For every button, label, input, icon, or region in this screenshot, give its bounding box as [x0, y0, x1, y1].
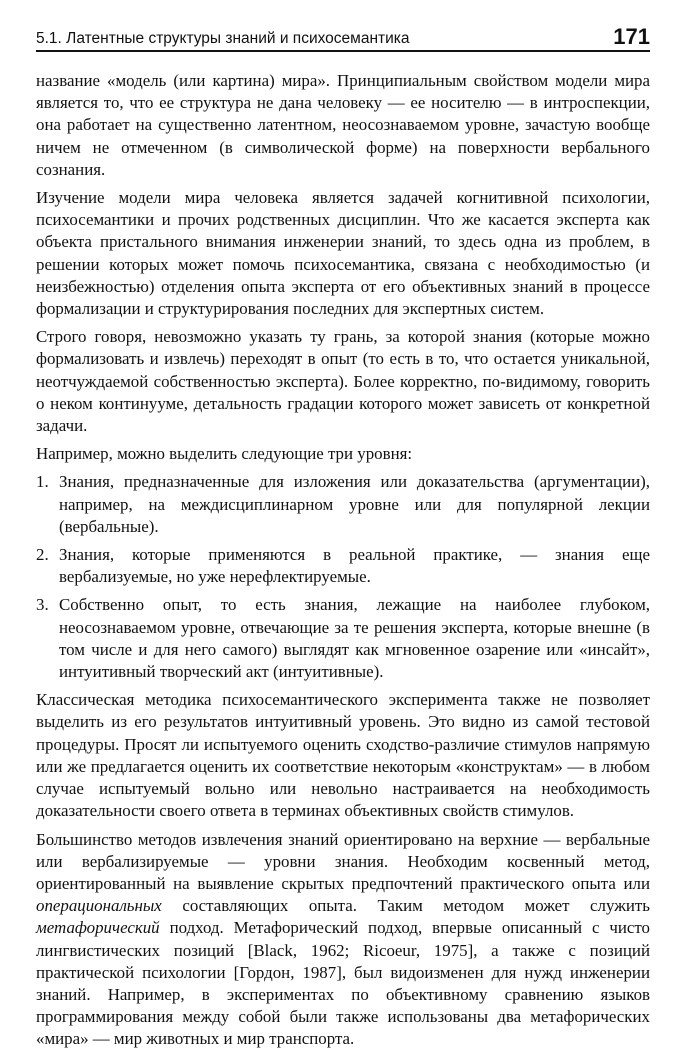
paragraph-3: Строго говоря, невозможно указать ту грань, за которой знания (которые можно формализовать и извлечь) переходят в опыт (то есть в то, что остается уникальной, неотчуждаемой собственностью эксперта). Более корректно, по-видимому, говорить о неком континууме, детальность градации которого может зависеть от конкретной задачи.: [36, 327, 650, 436]
running-header: [36, 22, 650, 52]
list-item-text: Знания, которые применяются в реальной практике, — знания еще вербализуемые, но уже нерефлектируемые.: [59, 545, 650, 587]
list-item-number: 1.: [36, 472, 49, 492]
paragraph-2: Изучение модели мира человека является задачей когнитивной психологии, психосемантики и прочих родственных дисциплин. Что же касается эксперта как объекта пристального внимания инженерии знаний, то здесь одна из проблем, в решении которых может помочь психосемантика, связана с необходимостью (и неизбежностью) отделения опыта эксперта от его объективных знаний в процессе формализации и структурирования последних для экспертных систем.: [36, 188, 650, 319]
paragraph-6-part-b: составляющих опыта. Таким методом может служить: [161, 896, 650, 916]
paragraph-1: название «модель (или картина) мира». Принципиальным свойством модели мира является то, что ее структура не дана человеку — ее носителю — в интроспекции, она работает на существенно латентном, неосознаваемом уровне, зачастую вообще ничем не отмеченном (в символической форме) на поверхности вербального сознания.: [36, 71, 650, 179]
levels-list: [36, 471, 650, 683]
list-item-text: Собственно опыт, то есть знания, лежащие на наиболее глубоком, неосознаваемом уровне, отвечающие за те решения эксперта, которые внешне (в том числе и для него самого) выглядят как мгновенное озарение или «инсайт», интуитивный творческий акт (интуитивные).: [59, 595, 650, 682]
page-number: 171: [613, 24, 650, 49]
body-text: [36, 70, 650, 1051]
paragraph-6: [36, 829, 650, 1051]
emphasis-metaphorical: метафорический: [36, 918, 160, 938]
emphasis-operational: операциональных: [36, 896, 162, 916]
list-item-text: Знания, предназначенные для изложения или доказательства (аргументации), например, на междисциплинарном уровне или для популярной лекции (вербальные).: [59, 472, 650, 536]
list-item: [36, 594, 650, 683]
book-page: [36, 22, 650, 1057]
list-item-number: 3.: [36, 595, 49, 615]
list-item: [36, 471, 650, 538]
list-item-number: 2.: [36, 545, 49, 565]
paragraph-6-part-a: Большинство методов извлечения знаний ориентировано на верхние — вербальные или вербализируемые — уровни знания. Необходим косвенный метод, ориентированный на выявление скрытых предпочтений практического опыта или: [36, 829, 650, 893]
paragraph-4: Например, можно выделить следующие три уровня:: [36, 444, 413, 464]
list-item: [36, 544, 650, 588]
section-title: 5.1. Латентные структуры знаний и психосемантика: [36, 30, 410, 47]
paragraph-6-part-c: подход. Метафорический подход, впервые описанный с чисто лингвистических позиций [Black, 1962; Ricoeur, 1975], а также с позиций практической психологии [Гордон, 1987], был видоизменен для нужд инженерии знаний. Например, в экспериментах по объективному сравнению языков программирования между собой были также использованы два метафорических «мира» — мир животных и мир транспорта.: [36, 918, 650, 1049]
paragraph-5: Классическая методика психосемантического эксперимента также не позволяет выделить из его результатов интуитивный уровень. Это видно из самой тестовой процедуры. Просят ли испытуемого оценить сходство-различие стимулов напрямую или же предлагается оценить их соответствие некоторым «конструктам» — в любом случае испытуемый вольно или невольно настраивается на необходимость доказательности своего ответа в терминах объективных свойств стимулов.: [36, 690, 650, 821]
